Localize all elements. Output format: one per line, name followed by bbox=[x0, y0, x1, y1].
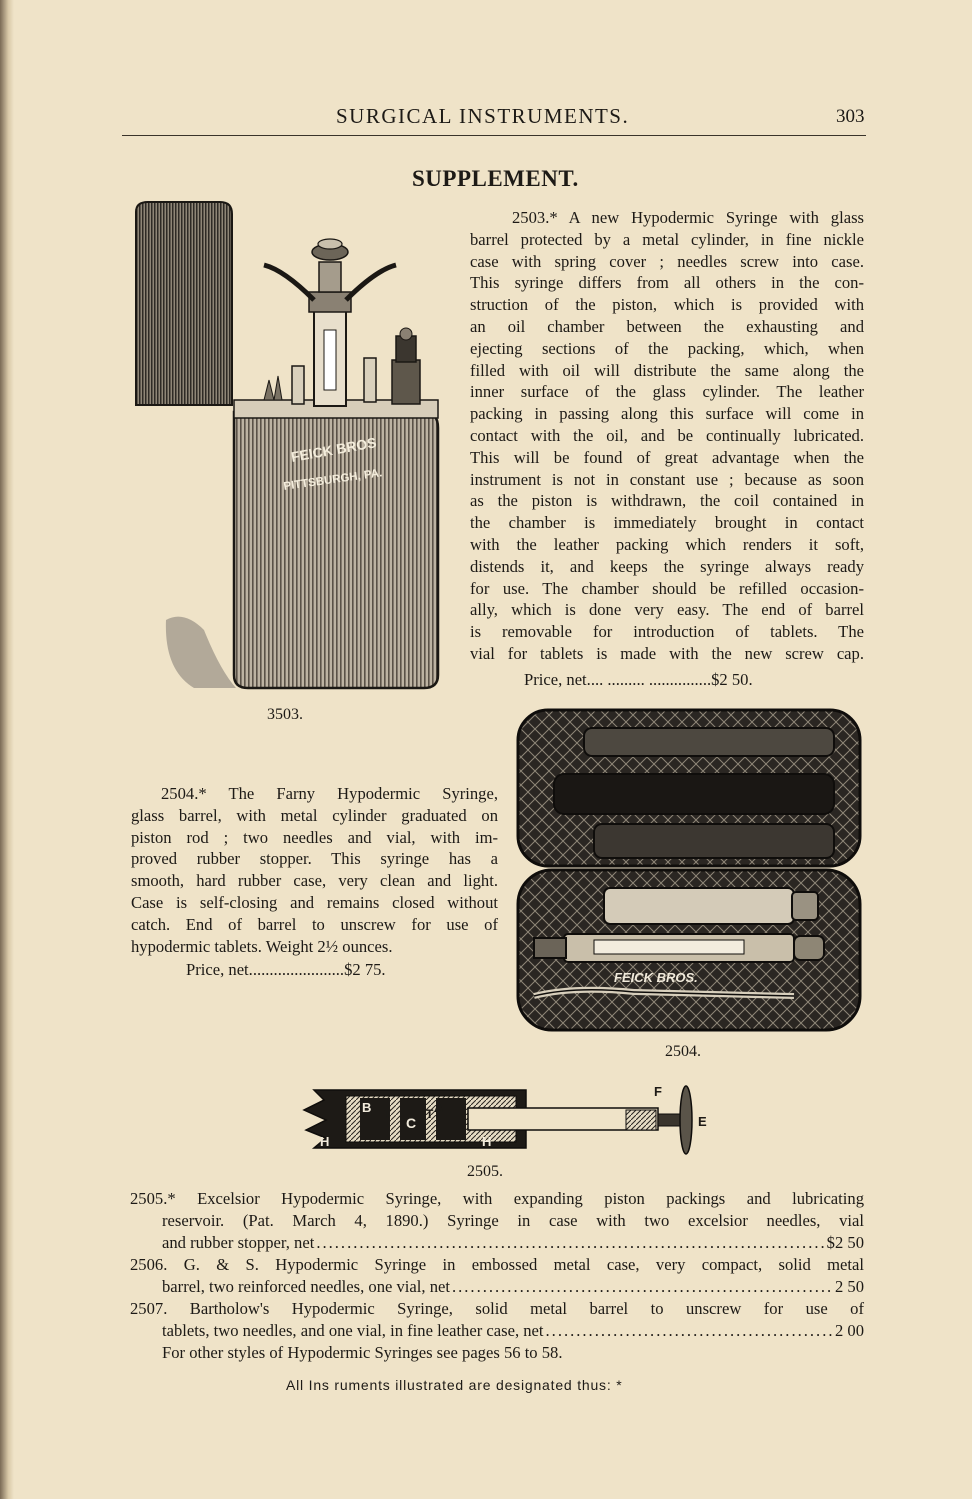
list-item-2506: 2506. G. & S. Hypodermic Syringe in embossed metal case, very compact, solid metal barrel, two reinforced needles, one vial, net ..... 2 50 bbox=[130, 1254, 864, 1298]
part-label-e: E bbox=[698, 1114, 707, 1129]
section-title: SUPPLEMENT. bbox=[412, 166, 579, 191]
leader-dots bbox=[452, 1276, 833, 1298]
part-label-b: B bbox=[362, 1100, 372, 1115]
leader-dots bbox=[546, 1320, 833, 1342]
part-label-t2: T bbox=[426, 1107, 434, 1121]
figure-label-2504: 2504. bbox=[665, 1043, 701, 1060]
description-2503: 2503.* A new Hypodermic Syringe with glass barrel protected by a metal cylinder, in fine nickle case with spring cover ; needles screw into case. This syringe differs from all others in the con- struction of the piston, which is provided with an oil chamber between the exhausting and ejecting sections of the packing, which, when filled with oil will distribute the same along the inner surface of the glass cylinder. The leather packing in passing along this surface will come in contact with the oil, and be continually lubricated. This will be found of great advantage when the instrument is not in constant use ; because as soon as the piston is withdrawn, the coil contained in the chamber is immediately brought in contact with the leather packing which renders it soft, distends it, and keeps the syringe always ready for use. The chamber should be refilled occasion- ally, which is done very easy. The end of barrel is removable for introduction of tablets. The vial for tablets is made with the new screw cap. bbox=[470, 208, 864, 663]
illustration-2504-syringe-case bbox=[514, 708, 864, 1034]
part-label-f: F bbox=[654, 1084, 662, 1099]
price-2504: Price, net.......................$2 75. bbox=[186, 960, 386, 979]
running-head: SURGICAL INSTRUMENTS. bbox=[336, 104, 630, 128]
list-item-2505: 2505.* Excelsior Hypodermic Syringe, with expanding piston packings and lubricating reservoir. (Pat. March 4, 1890.) Syringe in case with two excelsior needles, vial and rubber stopper, net ..... $2 50 bbox=[130, 1188, 864, 1254]
leader-dots bbox=[316, 1232, 824, 1254]
part-label-t1: T bbox=[384, 1107, 392, 1121]
part-label-h2: H bbox=[482, 1134, 492, 1149]
figure-label-2505: 2505. bbox=[467, 1163, 503, 1180]
part-label-a: A bbox=[434, 1100, 444, 1115]
illustration-2505-piston-diagram bbox=[286, 1080, 726, 1164]
price-2506: 2 50 bbox=[834, 1277, 864, 1296]
price-2505: $2 50 bbox=[826, 1233, 864, 1252]
footer-note: All Ins ruments illustrated are designated thus: * bbox=[286, 1377, 623, 1393]
part-label-c: C bbox=[406, 1115, 417, 1131]
page-binding-edge bbox=[0, 0, 14, 1499]
case-engraving-line1: FEICK BROS bbox=[289, 434, 378, 465]
case-marking-2504: FEICK BROS. bbox=[614, 970, 698, 985]
page-number: 303 bbox=[836, 106, 865, 127]
case-engraving-line2: PITTSBURGH, PA. bbox=[282, 467, 383, 493]
price-2507: 2 00 bbox=[834, 1321, 864, 1340]
figure-label-3503: 3503. bbox=[267, 706, 303, 723]
part-label-h1: H bbox=[320, 1134, 330, 1149]
header-rule bbox=[122, 135, 866, 136]
list-item-2507: 2507. Bartholow's Hypodermic Syringe, solid metal barrel to unscrew for use of tablets, two needles, and one vial, in fine leather case, net ..... 2 00 For other styles of Hypodermic Syringes see pages 56 to 58. bbox=[130, 1298, 864, 1364]
price-2503: Price, net.... ......... ...............$2 50. bbox=[524, 670, 753, 689]
illustration-3503-syringe-case bbox=[124, 200, 464, 695]
description-2504: 2504.* The Farny Hypodermic Syringe, glass barrel, with metal cylinder graduated on piston rod ; two needles and vial, with im- proved rubber stopper. This syringe has a smooth, hard rubber case, very clean and light. Case is self-closing and remains closed without catch. End of barrel to unscrew for use of hypodermic tablets. Weight 2½ ounces. bbox=[131, 784, 498, 956]
price-list bbox=[130, 1188, 864, 1364]
